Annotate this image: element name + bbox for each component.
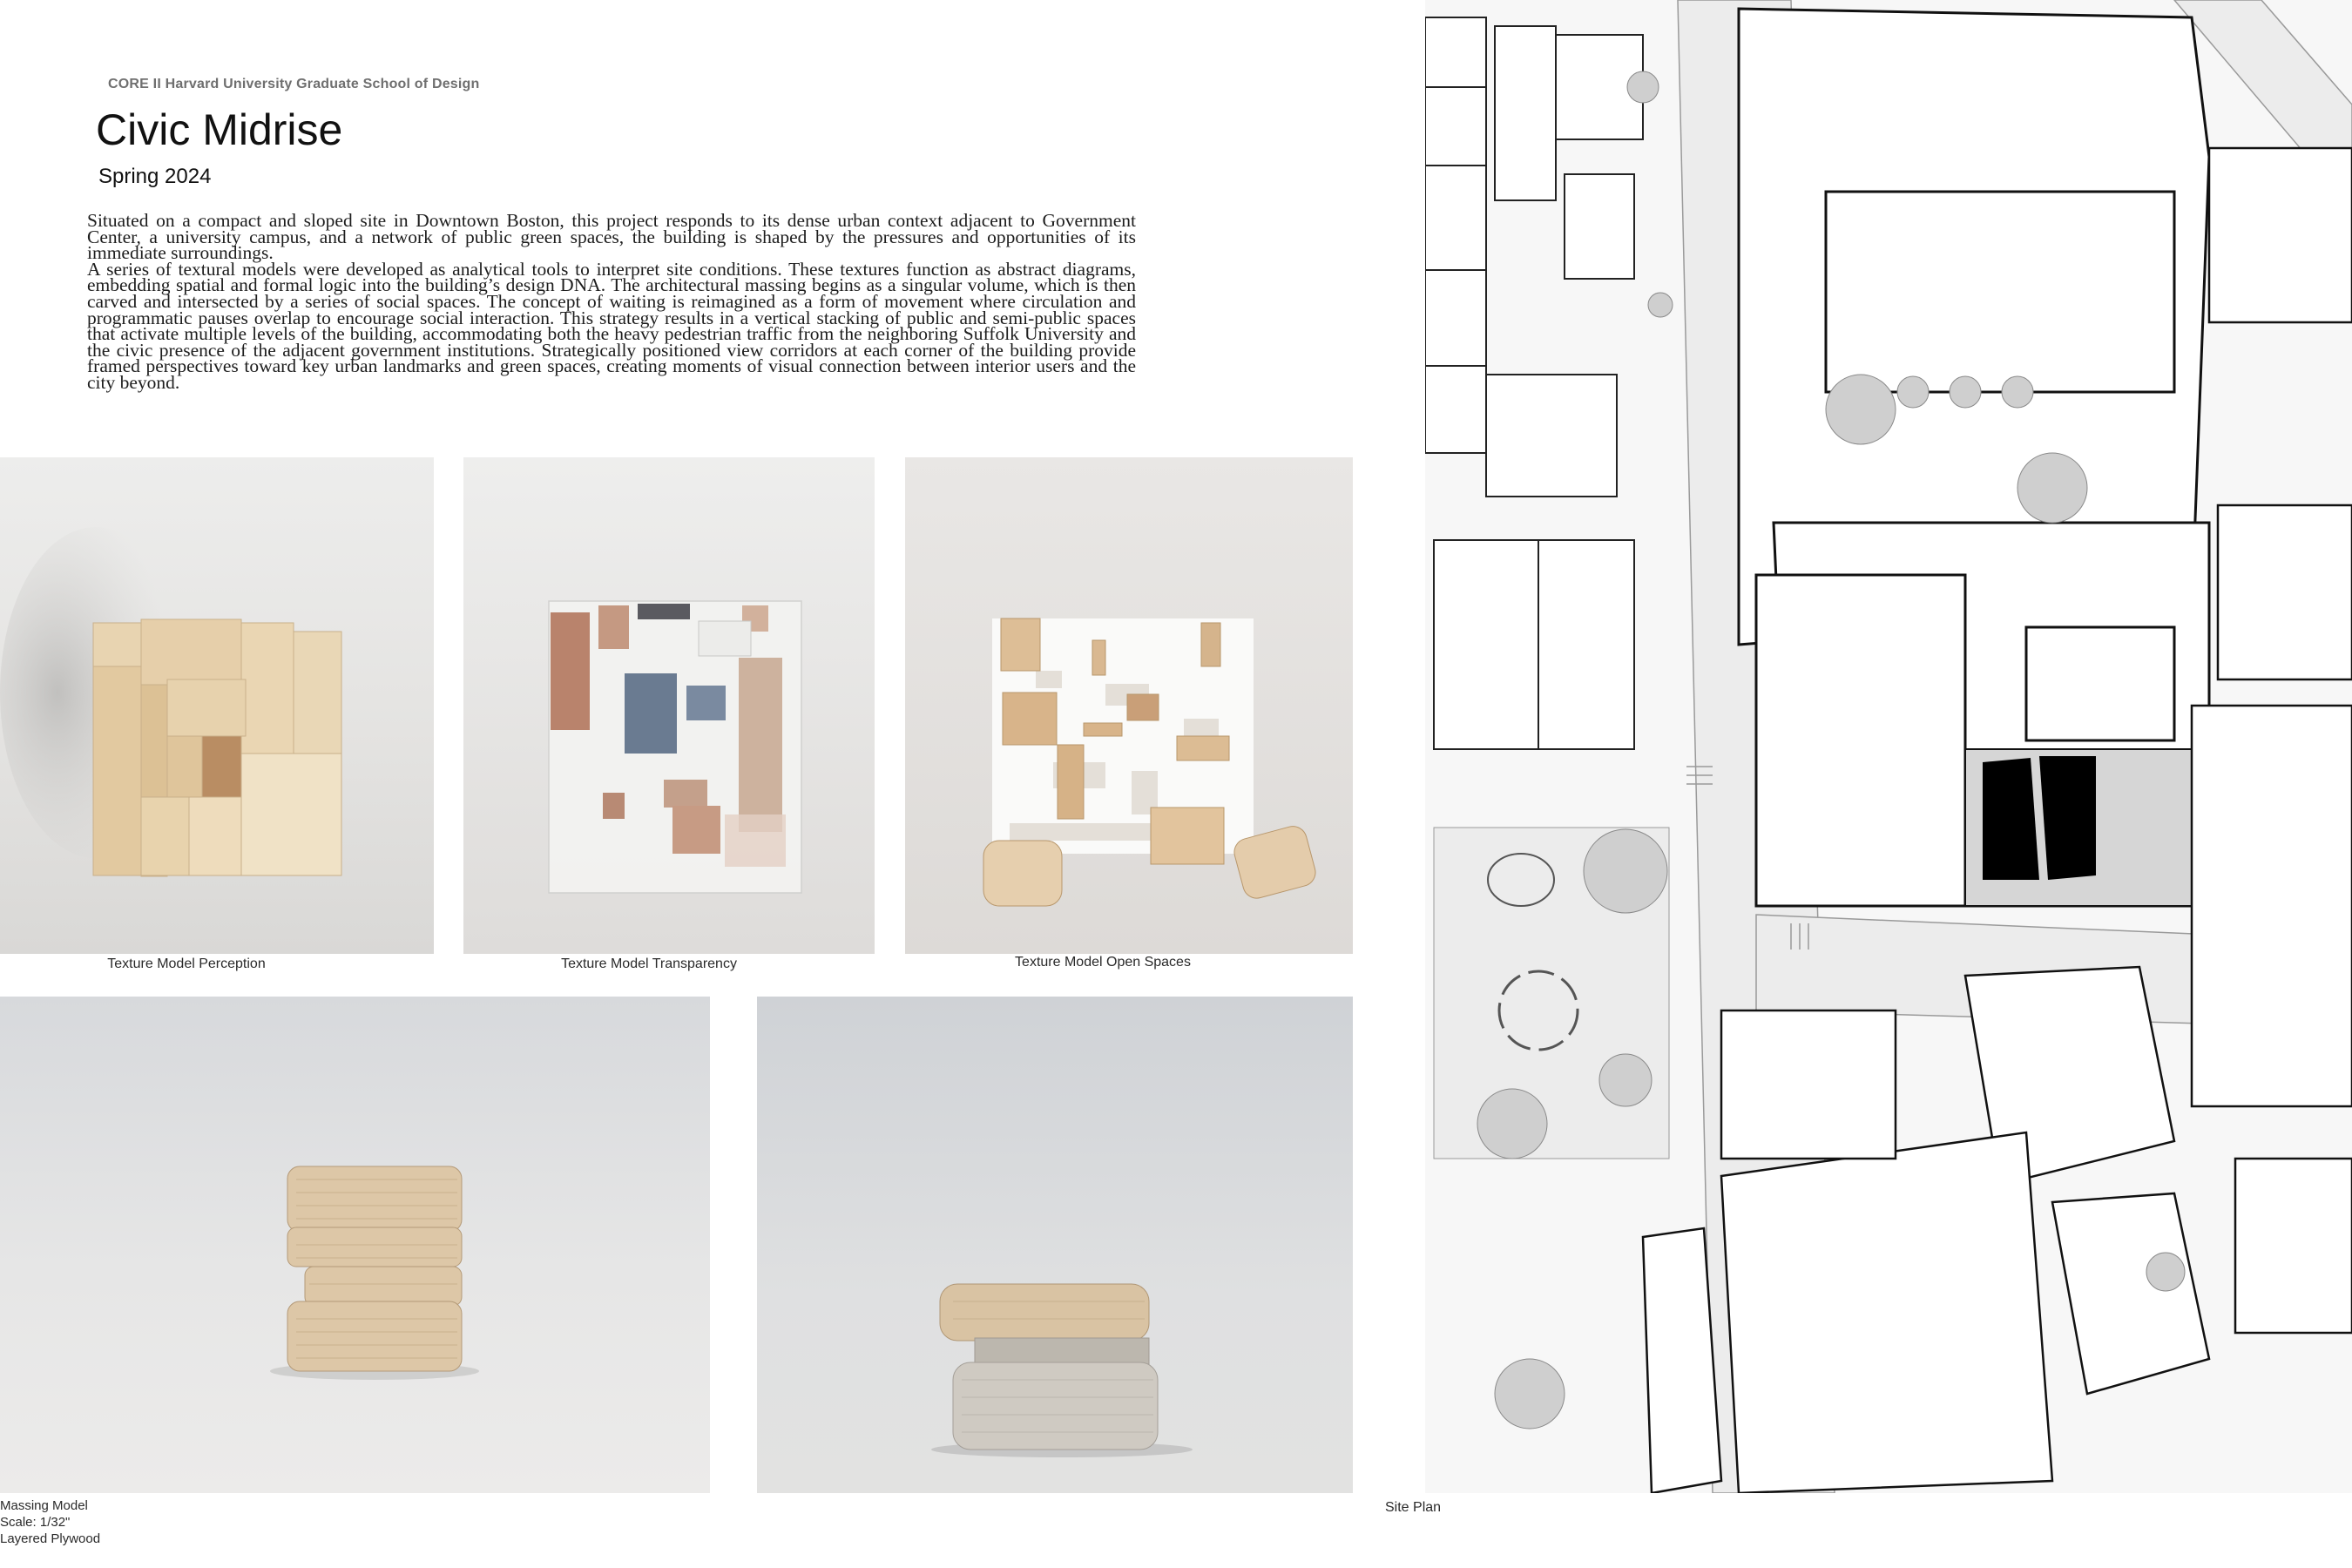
massing-model-photo-1: [0, 997, 710, 1493]
project-term: Spring 2024: [98, 165, 212, 188]
massing-caption-title: Massing Model: [0, 1498, 88, 1513]
description-paragraph-2: A series of textural models were developed as analytical tools to interpret site conditions. These textures function as abstract diagrams, embedding spatial and formal logic into the building’s design DNA. The architectural massing begins as a singular volume, which is then carved and intersected by a series of social spaces. The concept of waiting is reimagined as a form of movement where circulation and programmatic pauses overlap to encourage social interaction. This strategy results in a vertical stacking of public and semi-public spaces that activate multiple levels of the building, accommodating both the heavy pedestrian traffic from the neighboring Suffolk University and the civic presence of the adjacent government institutions. Strategically positioned view corridors at each corner of the building provide framed perspectives toward key urban landmarks and green spaces, creating moments of visual connection between interior users and the city beyond.: [87, 258, 1136, 393]
caption-texture-model-transparency: Texture Model Transparency: [561, 956, 737, 971]
caption-site-plan: Site Plan: [1385, 1500, 1442, 1515]
texture-model-open-spaces-photo: [905, 457, 1353, 954]
project-description: [87, 210, 1136, 393]
program-kicker: CORE II Harvard University Graduate School of Design: [108, 77, 480, 91]
caption-texture-model-open-spaces: Texture Model Open Spaces: [1015, 955, 1191, 970]
massing-model-photo-2: [757, 997, 1353, 1493]
texture-model-transparency-photo: [463, 457, 875, 954]
caption-texture-model-perception: Texture Model Perception: [107, 956, 266, 971]
project-title: Civic Midrise: [96, 105, 343, 154]
texture-model-perception-photo: [0, 457, 434, 954]
description-paragraph-1: Situated on a compact and sloped site in Downtown Boston, this project responds to its dense urban context adjacent to Government Center, a university campus, and a network of public green spaces, the building is shaped by the pressures and opportunities of its immediate surroundings.: [87, 210, 1136, 264]
massing-caption-scale: Scale: 1/32": [0, 1515, 71, 1530]
massing-caption-material: Layered Plywood: [0, 1531, 101, 1546]
site-plan-drawing: [1425, 0, 2352, 1493]
caption-massing-model: [0, 1497, 100, 1547]
